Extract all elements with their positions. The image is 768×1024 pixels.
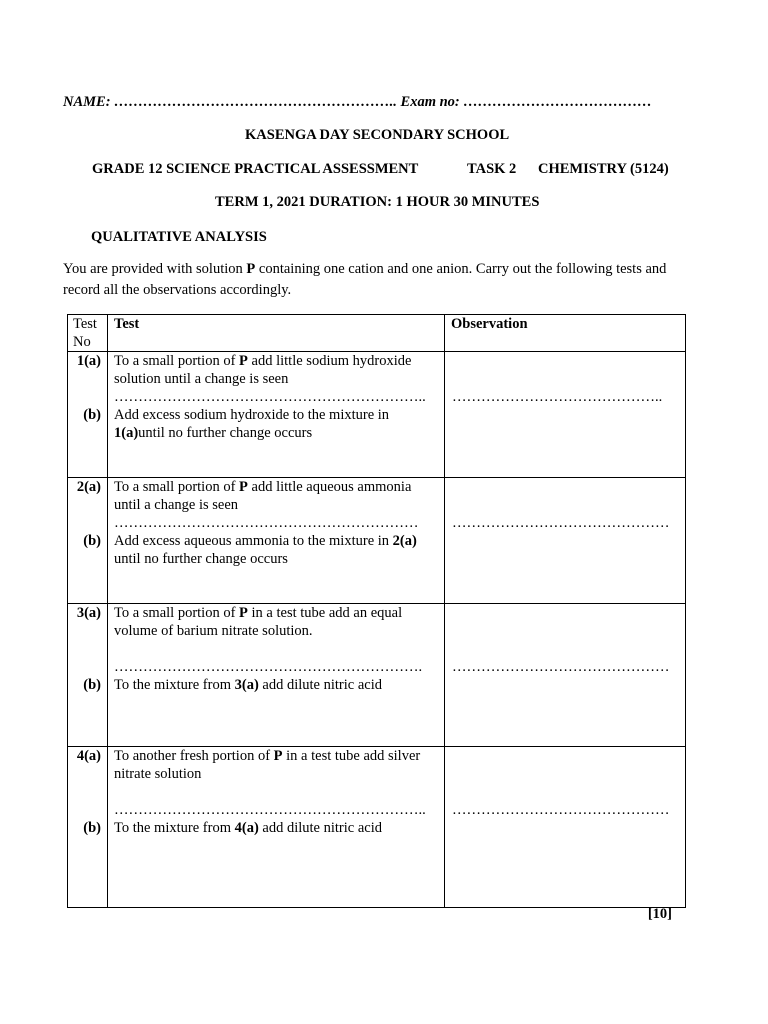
test-part-a: To another fresh portion of P in a test tube add silver nitrate solution — [114, 748, 421, 782]
observation-cell[interactable] — [445, 352, 686, 478]
total-marks: [10] — [647, 906, 672, 922]
test-description-cell — [108, 747, 445, 908]
test-dots[interactable]: ……………………………………………………… — [114, 515, 419, 531]
test-part-b: Add excess aqueous ammonia to the mixture in 2(a) until no further change occurs — [114, 533, 417, 567]
test-part-b: Add excess sodium hydroxide to the mixture in 1(a)until no further change occurs — [114, 407, 390, 441]
test-number-a: 3(a) — [76, 605, 101, 621]
header-test-no: Test No — [68, 315, 108, 352]
tests-table — [67, 314, 686, 908]
test-number-cell — [68, 604, 108, 747]
test-dots[interactable]: ……………………………………………………….. — [114, 802, 426, 818]
name-label: NAME: — [63, 94, 111, 110]
observation-dots[interactable]: ……………………………………… — [452, 515, 670, 531]
test-description-cell — [108, 352, 445, 478]
section-title: QUALITATIVE ANALYSIS — [91, 229, 267, 245]
test-number-b: (b) — [83, 533, 101, 549]
exam-label: Exam no: — [400, 94, 460, 110]
test-part-a: To a small portion of P in a test tube add an equal volume of barium nitrate solution. — [114, 605, 403, 639]
subject-label: CHEMISTRY (5124) — [538, 161, 669, 177]
table-row — [68, 478, 686, 604]
test-number-b: (b) — [83, 677, 101, 693]
test-dots[interactable]: ……………………………………………………….. — [114, 389, 426, 405]
name-exam-line — [63, 94, 652, 111]
test-description-cell — [108, 604, 445, 747]
test-part-b: To the mixture from 3(a) add dilute nitric acid — [114, 677, 382, 693]
test-number-cell — [68, 352, 108, 478]
test-number-a: 1(a) — [76, 353, 101, 369]
term-duration: TERM 1, 2021 DURATION: 1 HOUR 30 MINUTES — [215, 194, 540, 210]
assessment-title: GRADE 12 SCIENCE PRACTICAL ASSESSMENT — [92, 161, 419, 177]
table-row — [68, 604, 686, 747]
observation-cell[interactable] — [445, 604, 686, 747]
header-observation: Observation — [445, 315, 686, 352]
test-part-a: To a small portion of P add little aqueous ammonia until a change is seen — [114, 479, 412, 513]
task-label: TASK 2 — [467, 161, 517, 177]
test-number-a: 4(a) — [76, 748, 101, 764]
school-name: KASENGA DAY SECONDARY SCHOOL — [245, 127, 510, 143]
solution-p: P — [246, 261, 256, 277]
table-row — [68, 747, 686, 908]
test-part-b: To the mixture from 4(a) add dilute nitric acid — [114, 820, 382, 836]
name-dots[interactable]: ………………………………………………….. — [114, 94, 397, 110]
test-part-a: To a small portion of P add little sodium hydroxide solution until a change is seen — [114, 353, 412, 387]
observation-cell[interactable] — [445, 478, 686, 604]
test-number-b: (b) — [83, 820, 101, 836]
observation-dots[interactable]: …………………………………….. — [452, 389, 663, 405]
instructions: You are provided with solution P containing one cation and one anion. Carry out the following tests and record all the observations accordingly. — [63, 261, 667, 298]
test-number-cell — [68, 478, 108, 604]
test-dots[interactable]: ………………………………………………………. — [114, 659, 423, 675]
observation-dots[interactable]: ……………………………………… — [452, 802, 670, 818]
test-number-cell — [68, 747, 108, 908]
test-description-cell — [108, 478, 445, 604]
table-row — [68, 352, 686, 478]
header-test: Test — [108, 315, 445, 352]
table-header-row — [68, 315, 686, 352]
test-number-b: (b) — [83, 407, 101, 423]
exam-dots[interactable]: ………………………………… — [463, 94, 652, 110]
test-number-a: 2(a) — [76, 479, 101, 495]
observation-dots[interactable]: ……………………………………… — [452, 659, 670, 675]
observation-cell[interactable] — [445, 747, 686, 908]
